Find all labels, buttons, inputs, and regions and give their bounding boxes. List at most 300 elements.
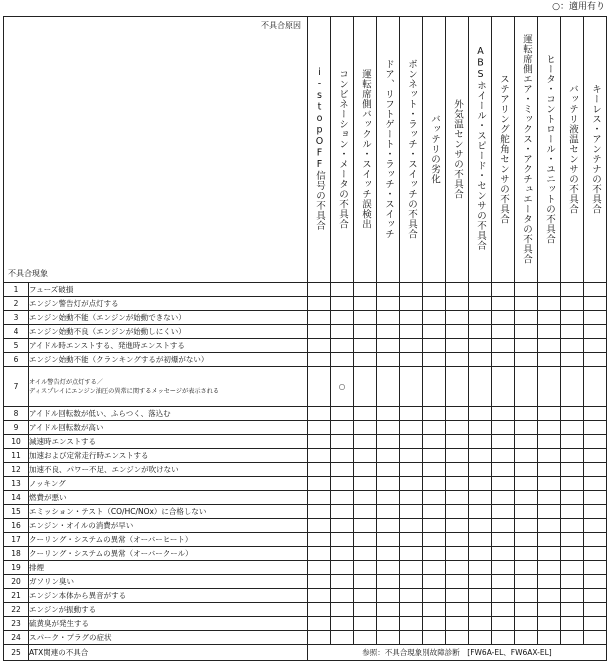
matrix-cell — [492, 561, 515, 575]
matrix-cell — [423, 547, 446, 561]
table-row — [4, 407, 607, 421]
row-number: 20 — [4, 575, 29, 589]
matrix-cell — [584, 505, 607, 519]
matrix-cell — [331, 449, 354, 463]
cause-header-label: コンビネーション・メータの不具合 — [337, 68, 348, 229]
matrix-cell — [377, 575, 400, 589]
matrix-cell — [354, 311, 377, 325]
phenomenon-name — [29, 505, 308, 519]
matrix-cell — [354, 589, 377, 603]
matrix-cell — [515, 603, 538, 617]
matrix-cell — [469, 491, 492, 505]
cause-header-6 — [423, 17, 446, 283]
matrix-cell — [354, 505, 377, 519]
matrix-cell — [331, 631, 354, 645]
table-row — [4, 449, 607, 463]
matrix-cell — [492, 421, 515, 435]
table-row — [4, 325, 607, 339]
matrix-cell — [446, 589, 469, 603]
matrix-cell — [377, 477, 400, 491]
table-row — [4, 617, 607, 631]
table-row — [4, 561, 607, 575]
cause-header-5 — [400, 17, 423, 283]
matrix-cell — [561, 561, 584, 575]
matrix-cell — [584, 547, 607, 561]
matrix-cell — [308, 631, 331, 645]
matrix-cell — [354, 449, 377, 463]
matrix-cell — [400, 547, 423, 561]
matrix-cell — [469, 603, 492, 617]
matrix-cell — [561, 421, 584, 435]
matrix-cell — [377, 589, 400, 603]
matrix-cell — [331, 311, 354, 325]
matrix-cell — [308, 603, 331, 617]
cause-axis-label: 不具合原因 — [261, 21, 301, 30]
cause-header-label: バッテリ液温センサの不具合 — [567, 83, 578, 214]
matrix-cell — [561, 631, 584, 645]
phenomenon-name — [29, 435, 308, 449]
matrix-cell — [584, 367, 607, 407]
phenomenon-name — [29, 631, 308, 645]
table-row-reference — [4, 645, 607, 661]
matrix-cell — [308, 339, 331, 353]
matrix-cell — [469, 477, 492, 491]
header-row — [4, 17, 607, 283]
matrix-cell — [561, 463, 584, 477]
phenomenon-text: クーリング・システムの異常（オーバークール） — [29, 549, 193, 558]
matrix-cell — [492, 505, 515, 519]
matrix-cell — [400, 575, 423, 589]
matrix-cell — [584, 463, 607, 477]
table-row — [4, 533, 607, 547]
matrix-cell — [331, 491, 354, 505]
matrix-cell — [423, 435, 446, 449]
phenomenon-name — [29, 491, 308, 505]
phenomenon-name — [29, 421, 308, 435]
matrix-cell — [492, 367, 515, 407]
phenomenon-text: 燃費が悪い — [29, 493, 67, 502]
phenomenon-text: スパーク・プラグの症状 — [29, 633, 112, 642]
matrix-cell — [331, 325, 354, 339]
matrix-cell — [400, 463, 423, 477]
matrix-cell — [469, 297, 492, 311]
phenomenon-name: ATX関連の不具合 — [29, 645, 308, 661]
row-number: 18 — [4, 547, 29, 561]
cause-header-8 — [469, 17, 492, 283]
table-row — [4, 589, 607, 603]
table-row — [4, 505, 607, 519]
matrix-cell — [561, 449, 584, 463]
matrix-cell — [423, 339, 446, 353]
matrix-cell — [331, 617, 354, 631]
matrix-cell — [469, 367, 492, 407]
phenomenon-name — [29, 339, 308, 353]
row-number: 17 — [4, 533, 29, 547]
phenomenon-name — [29, 311, 308, 325]
phenomenon-text-line2: ディスプレイにエンジン油圧の異常に関するメッセージが表示される — [29, 387, 220, 395]
matrix-cell — [469, 435, 492, 449]
reference-note: 参照：不具合現象別故障診断 [FW6A-EL、FW6AX-EL] — [308, 645, 607, 661]
matrix-cell — [423, 421, 446, 435]
table-row — [4, 311, 607, 325]
matrix-cell — [423, 491, 446, 505]
phenomenon-text: フューズ破損 — [29, 285, 74, 294]
matrix-cell — [515, 311, 538, 325]
matrix-cell — [331, 533, 354, 547]
matrix-cell — [377, 449, 400, 463]
table-row — [4, 519, 607, 533]
matrix-cell — [308, 325, 331, 339]
matrix-cell — [377, 407, 400, 421]
matrix-cell — [308, 561, 331, 575]
matrix-cell — [492, 603, 515, 617]
phenomenon-text: アイドル時エンストする、発進時エンストする — [29, 341, 185, 350]
matrix-cell — [331, 603, 354, 617]
matrix-cell — [446, 407, 469, 421]
matrix-cell — [561, 617, 584, 631]
matrix-cell — [423, 325, 446, 339]
matrix-cell — [492, 617, 515, 631]
matrix-cell — [377, 519, 400, 533]
phenomenon-name — [29, 449, 308, 463]
phenomenon-name — [29, 297, 308, 311]
matrix-cell — [538, 407, 561, 421]
table-row — [4, 575, 607, 589]
matrix-cell — [308, 297, 331, 311]
matrix-cell — [446, 547, 469, 561]
matrix-cell — [423, 603, 446, 617]
table-row — [4, 547, 607, 561]
matrix-cell — [446, 505, 469, 519]
matrix-cell — [561, 533, 584, 547]
cause-header-label: ドア、リフトゲート・ラッチ・スイッチ — [383, 58, 394, 239]
phenomenon-name — [29, 325, 308, 339]
matrix-cell — [400, 339, 423, 353]
matrix-cell — [469, 421, 492, 435]
matrix-cell — [538, 421, 561, 435]
matrix-cell — [354, 435, 377, 449]
matrix-cell — [400, 283, 423, 297]
matrix-cell — [354, 575, 377, 589]
matrix-cell — [308, 463, 331, 477]
matrix-cell — [308, 421, 331, 435]
phenomenon-name — [29, 575, 308, 589]
matrix-cell — [561, 367, 584, 407]
legend-note: ○：適用有り — [552, 2, 605, 12]
matrix-cell — [584, 617, 607, 631]
row-number: 9 — [4, 421, 29, 435]
matrix-cell — [515, 421, 538, 435]
matrix-cell — [377, 283, 400, 297]
matrix-cell — [377, 561, 400, 575]
matrix-cell — [469, 283, 492, 297]
matrix-cell — [377, 491, 400, 505]
matrix-cell — [377, 533, 400, 547]
matrix-cell — [331, 505, 354, 519]
matrix-cell — [446, 325, 469, 339]
matrix-cell — [469, 353, 492, 367]
matrix-cell — [515, 561, 538, 575]
matrix-cell — [354, 421, 377, 435]
matrix-cell — [584, 519, 607, 533]
matrix-cell — [331, 407, 354, 421]
matrix-cell — [331, 575, 354, 589]
matrix-cell — [492, 339, 515, 353]
matrix-cell — [331, 477, 354, 491]
matrix-cell — [515, 407, 538, 421]
matrix-cell — [377, 311, 400, 325]
matrix-cell — [308, 311, 331, 325]
matrix-cell — [584, 435, 607, 449]
matrix-cell — [469, 561, 492, 575]
matrix-cell — [561, 353, 584, 367]
matrix-cell — [561, 519, 584, 533]
matrix-cell — [331, 339, 354, 353]
matrix-cell — [469, 547, 492, 561]
row-number: 22 — [4, 603, 29, 617]
cause-header-2 — [331, 17, 354, 283]
phenomenon-text: ノッキング — [29, 479, 66, 488]
matrix-cell — [538, 631, 561, 645]
row-number: 3 — [4, 311, 29, 325]
matrix-cell — [446, 283, 469, 297]
matrix-cell — [469, 311, 492, 325]
row-number: 8 — [4, 407, 29, 421]
matrix-cell — [400, 589, 423, 603]
row-number: 2 — [4, 297, 29, 311]
matrix-cell — [515, 449, 538, 463]
matrix-cell — [561, 283, 584, 297]
matrix-cell — [515, 617, 538, 631]
matrix-cell — [400, 519, 423, 533]
phenomenon-text: エンジン始動不能（クランキングするが初爆がない） — [29, 355, 209, 364]
matrix-cell — [492, 435, 515, 449]
matrix-cell — [515, 491, 538, 505]
matrix-cell — [354, 407, 377, 421]
table-row — [4, 463, 607, 477]
matrix-cell — [354, 297, 377, 311]
matrix-cell — [561, 477, 584, 491]
matrix-cell — [538, 491, 561, 505]
table-row — [4, 297, 607, 311]
matrix-cell — [354, 463, 377, 477]
matrix-cell — [561, 491, 584, 505]
phenomenon-name — [29, 561, 308, 575]
applicable-mark-icon: ○ — [338, 382, 346, 391]
cause-header-12 — [561, 17, 584, 283]
matrix-cell — [584, 353, 607, 367]
matrix-cell — [515, 505, 538, 519]
matrix-cell — [308, 435, 331, 449]
matrix-cell — [354, 477, 377, 491]
matrix-cell — [446, 297, 469, 311]
matrix-cell — [584, 477, 607, 491]
matrix-cell — [308, 353, 331, 367]
matrix-cell — [561, 603, 584, 617]
matrix-cell — [469, 449, 492, 463]
matrix-cell — [423, 449, 446, 463]
table-row — [4, 367, 607, 407]
matrix-cell — [584, 631, 607, 645]
matrix-cell — [492, 533, 515, 547]
row-number: 16 — [4, 519, 29, 533]
header-corner-cell — [4, 17, 308, 283]
matrix-cell — [584, 283, 607, 297]
phenomenon-text: エンジン始動不能（エンジンが始動できない） — [29, 313, 186, 322]
matrix-cell — [377, 421, 400, 435]
matrix-cell — [400, 561, 423, 575]
matrix-cell — [538, 589, 561, 603]
row-number: 23 — [4, 617, 29, 631]
matrix-cell — [515, 339, 538, 353]
matrix-cell — [354, 631, 377, 645]
matrix-cell — [308, 575, 331, 589]
matrix-cell — [354, 339, 377, 353]
row-number: 11 — [4, 449, 29, 463]
matrix-cell — [561, 297, 584, 311]
cause-header-label: バッテリの劣化 — [429, 113, 440, 184]
matrix-cell — [538, 463, 561, 477]
phenomenon-text: ガソリン臭い — [29, 577, 74, 586]
matrix-cell — [469, 339, 492, 353]
cause-header-label: キーレス・アンテナの不具合 — [590, 83, 601, 214]
matrix-cell — [515, 519, 538, 533]
matrix-cell — [331, 435, 354, 449]
matrix-cell — [469, 407, 492, 421]
matrix-cell — [377, 603, 400, 617]
matrix-cell — [584, 407, 607, 421]
matrix-cell — [423, 283, 446, 297]
matrix-cell — [515, 589, 538, 603]
matrix-cell — [584, 561, 607, 575]
matrix-cell — [584, 325, 607, 339]
matrix-cell — [354, 533, 377, 547]
matrix-cell — [400, 617, 423, 631]
phenomenon-name — [29, 589, 308, 603]
cause-header-4 — [377, 17, 400, 283]
matrix-cell — [538, 617, 561, 631]
matrix-cell — [584, 491, 607, 505]
matrix-cell — [446, 311, 469, 325]
matrix-cell — [400, 631, 423, 645]
matrix-cell — [354, 325, 377, 339]
cause-header-10 — [515, 17, 538, 283]
matrix-cell — [423, 463, 446, 477]
row-number: 24 — [4, 631, 29, 645]
matrix-cell — [538, 283, 561, 297]
matrix-cell — [492, 547, 515, 561]
cause-header-label: i-stopOFF信号の不具合 — [314, 66, 325, 231]
matrix-cell — [492, 631, 515, 645]
row-number: 10 — [4, 435, 29, 449]
diagnosis-table-container — [3, 16, 607, 661]
table-row — [4, 421, 607, 435]
matrix-cell — [469, 325, 492, 339]
table-row — [4, 631, 607, 645]
matrix-cell — [423, 353, 446, 367]
phenomenon-name — [29, 519, 308, 533]
matrix-cell — [492, 575, 515, 589]
matrix-cell — [331, 367, 354, 407]
matrix-cell — [308, 589, 331, 603]
matrix-cell — [423, 477, 446, 491]
matrix-cell — [423, 533, 446, 547]
phenomenon-name — [29, 547, 308, 561]
matrix-cell — [446, 631, 469, 645]
matrix-cell — [308, 547, 331, 561]
phenomenon-text: アイドル回転数が高い — [29, 423, 104, 432]
matrix-cell — [469, 519, 492, 533]
matrix-cell — [400, 311, 423, 325]
matrix-cell — [538, 603, 561, 617]
cause-header-13 — [584, 17, 607, 283]
phenomenon-text: エンジン本体から異音がする — [29, 591, 127, 600]
matrix-cell — [584, 297, 607, 311]
matrix-cell — [561, 435, 584, 449]
table-row — [4, 435, 607, 449]
matrix-cell — [354, 617, 377, 631]
diagnosis-table — [3, 16, 607, 661]
matrix-cell — [492, 297, 515, 311]
matrix-cell — [538, 519, 561, 533]
matrix-cell — [308, 533, 331, 547]
matrix-cell — [400, 367, 423, 407]
matrix-cell — [561, 575, 584, 589]
cause-header-3 — [354, 17, 377, 283]
matrix-cell — [331, 421, 354, 435]
phenomenon-text: 硫黄臭が発生する — [29, 619, 89, 628]
table-row — [4, 353, 607, 367]
matrix-cell — [377, 463, 400, 477]
matrix-cell — [446, 519, 469, 533]
matrix-cell — [584, 339, 607, 353]
matrix-cell — [538, 449, 561, 463]
matrix-cell — [584, 533, 607, 547]
matrix-cell — [400, 407, 423, 421]
matrix-cell — [446, 575, 469, 589]
row-number: 4 — [4, 325, 29, 339]
matrix-cell — [400, 533, 423, 547]
matrix-cell — [584, 603, 607, 617]
matrix-cell — [492, 407, 515, 421]
matrix-cell — [584, 589, 607, 603]
matrix-cell — [446, 617, 469, 631]
phenomenon-name — [29, 367, 308, 407]
matrix-cell — [492, 283, 515, 297]
matrix-cell — [515, 297, 538, 311]
matrix-cell — [561, 311, 584, 325]
matrix-cell — [354, 547, 377, 561]
cause-header-label: ABSホイール・スピード・センサの不具合 — [475, 46, 486, 251]
matrix-cell — [423, 407, 446, 421]
matrix-cell — [331, 283, 354, 297]
matrix-cell — [515, 325, 538, 339]
matrix-cell — [538, 311, 561, 325]
matrix-cell — [377, 505, 400, 519]
matrix-cell — [515, 353, 538, 367]
matrix-cell — [515, 435, 538, 449]
matrix-cell — [446, 533, 469, 547]
matrix-cell — [423, 617, 446, 631]
matrix-cell — [354, 283, 377, 297]
matrix-cell — [354, 519, 377, 533]
matrix-cell — [377, 353, 400, 367]
matrix-cell — [446, 603, 469, 617]
table-row — [4, 339, 607, 353]
cause-header-label: 外気温センサの不具合 — [452, 98, 463, 199]
matrix-cell — [423, 575, 446, 589]
matrix-cell — [492, 589, 515, 603]
